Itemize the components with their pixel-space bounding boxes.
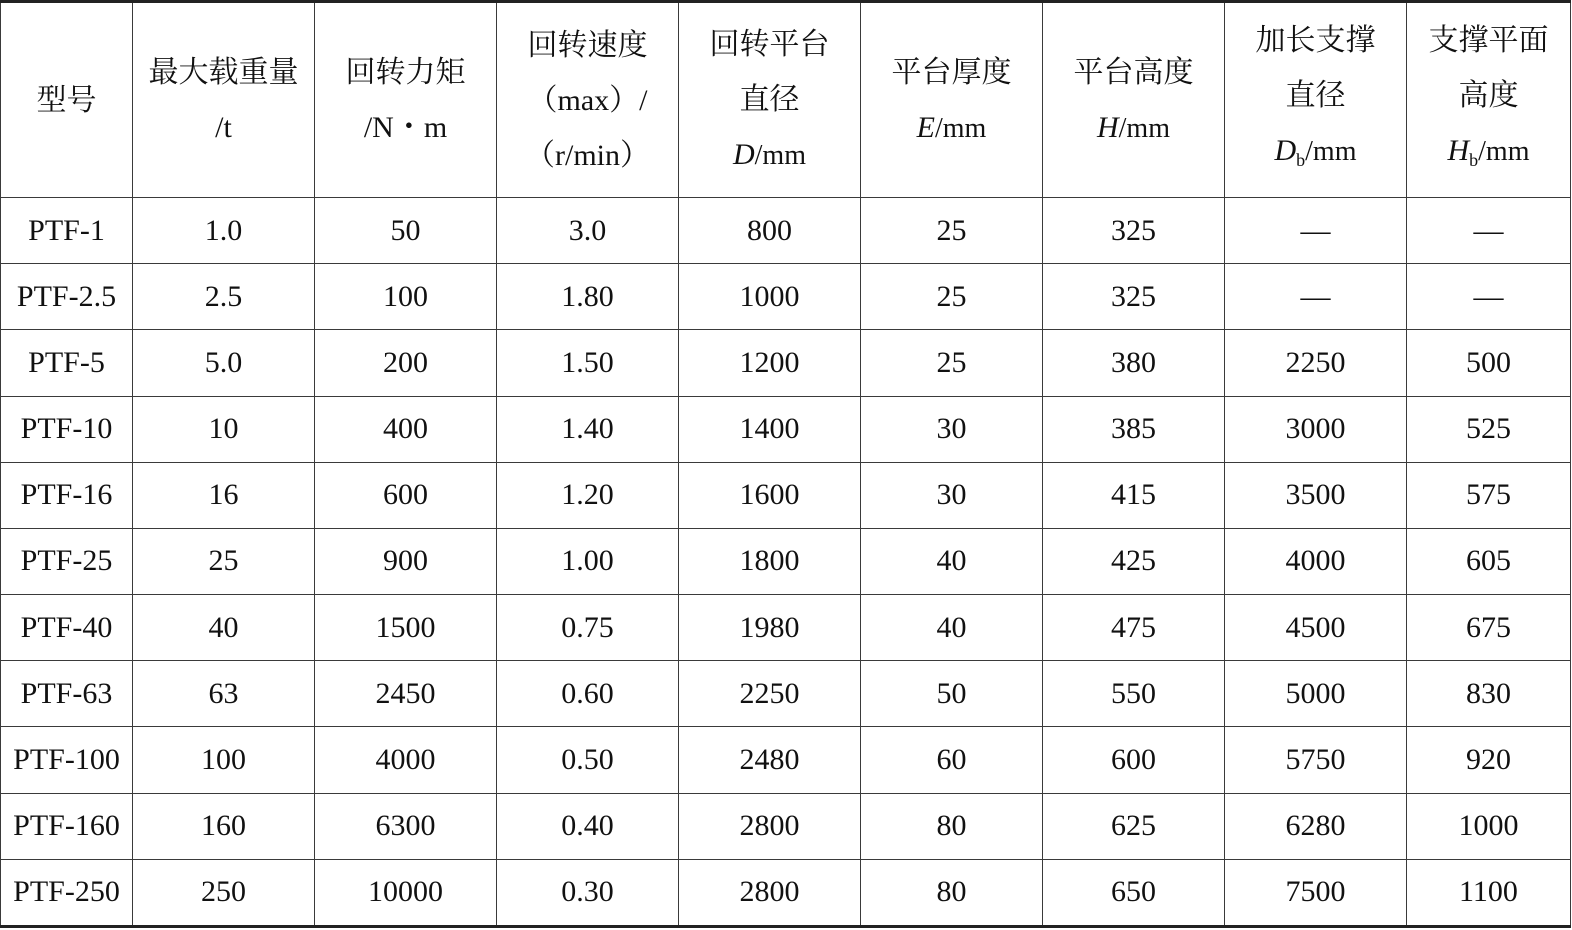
header-unit: /mm <box>1305 135 1357 167</box>
header-line: 加长支撑 <box>1255 23 1376 57</box>
table-cell: 5000 <box>1225 661 1407 727</box>
header-variable: D <box>732 138 755 171</box>
table-cell: 605 <box>1407 528 1571 594</box>
table-cell: 600 <box>315 462 497 528</box>
table-cell: 1400 <box>679 396 861 462</box>
table-cell: 325 <box>1043 264 1225 330</box>
header-platform-height <box>1043 2 1225 198</box>
header-line: 直径 <box>1285 78 1346 112</box>
header-line: 直径 <box>739 83 800 116</box>
table-cell: 80 <box>861 859 1043 926</box>
header-line: （r/min） <box>525 138 650 172</box>
model-cell: PTF-160 <box>1 793 133 859</box>
table-cell: 675 <box>1407 595 1571 661</box>
header-line: 回转力矩 <box>345 56 466 89</box>
table-cell: 100 <box>133 727 315 793</box>
table-cell: 25 <box>861 264 1043 330</box>
table-cell: 40 <box>133 595 315 661</box>
header-unit: /mm <box>1478 135 1530 167</box>
header-line <box>679 127 860 183</box>
table-row <box>1 595 1571 661</box>
model-cell: PTF-250 <box>1 859 133 926</box>
table-cell: 1.50 <box>497 330 679 396</box>
header-platform-diameter <box>679 2 861 198</box>
header-unit: /mm <box>934 112 987 144</box>
model-cell: PTF-5 <box>1 330 133 396</box>
header-line <box>1407 123 1570 188</box>
model-cell: PTF-63 <box>1 661 133 727</box>
table-cell: 325 <box>1043 198 1225 264</box>
header-model <box>1 2 133 198</box>
table-cell: 100 <box>315 264 497 330</box>
table-cell: 830 <box>1407 661 1571 727</box>
header-variable: H <box>1447 133 1470 167</box>
header-line: 平台高度 <box>1073 55 1194 89</box>
table-cell: 380 <box>1043 330 1225 396</box>
header-subscript: b <box>1296 149 1306 170</box>
table-cell: 40 <box>861 595 1043 661</box>
table-cell: 10000 <box>315 859 497 926</box>
table-cell: 385 <box>1043 396 1225 462</box>
table-cell: 800 <box>679 198 861 264</box>
table-row <box>1 727 1571 793</box>
header-line: 回转平台 <box>709 28 830 61</box>
model-cell: PTF-16 <box>1 462 133 528</box>
table-cell: 0.30 <box>497 859 679 926</box>
header-line: 高度 <box>1458 78 1519 112</box>
table-row <box>1 462 1571 528</box>
table-cell: — <box>1407 198 1571 264</box>
model-cell: PTF-2.5 <box>1 264 133 330</box>
header-max-load <box>133 2 315 198</box>
table-cell: 5750 <box>1225 727 1407 793</box>
table-cell: 415 <box>1043 462 1225 528</box>
table-cell: 3.0 <box>497 198 679 264</box>
table-cell: 4500 <box>1225 595 1407 661</box>
header-slewing-speed <box>497 2 679 198</box>
table-cell: 500 <box>1407 330 1571 396</box>
table-cell: 1200 <box>679 330 861 396</box>
table-cell: 50 <box>861 661 1043 727</box>
model-cell: PTF-40 <box>1 595 133 661</box>
header-line: /t <box>215 111 232 144</box>
table-row <box>1 793 1571 859</box>
header-unit: /mm <box>1118 112 1170 144</box>
header-unit: /mm <box>754 140 806 171</box>
table-row <box>1 528 1571 594</box>
header-extended-support-diameter <box>1225 2 1407 198</box>
table-cell: 60 <box>861 727 1043 793</box>
table-cell: 625 <box>1043 793 1225 859</box>
model-cell: PTF-25 <box>1 528 133 594</box>
model-cell: PTF-100 <box>1 727 133 793</box>
header-variable: H <box>1096 110 1119 144</box>
header-line: 支撑平面 <box>1428 23 1549 57</box>
table-row <box>1 264 1571 330</box>
table-cell: — <box>1407 264 1571 330</box>
table-cell: 525 <box>1407 396 1571 462</box>
header-line <box>861 100 1042 156</box>
table-cell: 160 <box>133 793 315 859</box>
table-cell: 900 <box>315 528 497 594</box>
table-cell: 16 <box>133 462 315 528</box>
model-cell: PTF-10 <box>1 396 133 462</box>
header-line: （max）/ <box>527 83 648 117</box>
table-cell: 63 <box>133 661 315 727</box>
table-cell: 1980 <box>679 595 861 661</box>
table-cell: 3500 <box>1225 462 1407 528</box>
table-cell: 50 <box>315 198 497 264</box>
table-row <box>1 859 1571 926</box>
table-cell: 30 <box>861 462 1043 528</box>
table-cell: 7500 <box>1225 859 1407 926</box>
table-cell: 6300 <box>315 793 497 859</box>
table-cell: 1.80 <box>497 264 679 330</box>
table-cell: 0.75 <box>497 595 679 661</box>
table-row <box>1 396 1571 462</box>
header-line: /N・m <box>363 111 448 144</box>
table-cell: 25 <box>861 198 1043 264</box>
table-body <box>1 198 1571 927</box>
table-cell: 40 <box>861 528 1043 594</box>
table-cell: 1800 <box>679 528 861 594</box>
table-cell: 6280 <box>1225 793 1407 859</box>
table-cell: 80 <box>861 793 1043 859</box>
table-cell: — <box>1225 264 1407 330</box>
table-cell: 600 <box>1043 727 1225 793</box>
header-variable: E <box>916 110 935 144</box>
table-cell: 4000 <box>1225 528 1407 594</box>
header-slewing-torque <box>315 2 497 198</box>
header-line: 回转速度 <box>527 28 648 62</box>
table-cell: 25 <box>133 528 315 594</box>
table-cell: 2800 <box>679 859 861 926</box>
header-platform-thickness <box>861 2 1043 198</box>
table-cell: 1.0 <box>133 198 315 264</box>
table-cell: 2250 <box>1225 330 1407 396</box>
table-cell: 575 <box>1407 462 1571 528</box>
table-cell: 200 <box>315 330 497 396</box>
header-line: 型号 <box>36 83 97 117</box>
table-cell: 1600 <box>679 462 861 528</box>
header-line <box>1225 123 1406 188</box>
table-cell: 4000 <box>315 727 497 793</box>
table-cell: 550 <box>1043 661 1225 727</box>
header-line <box>1043 100 1224 156</box>
table-cell: 2480 <box>679 727 861 793</box>
table-cell: 1000 <box>1407 793 1571 859</box>
table-cell: 1500 <box>315 595 497 661</box>
header-subscript: b <box>1469 149 1479 170</box>
table-cell: 0.50 <box>497 727 679 793</box>
header-row <box>1 2 1571 198</box>
header-support-plane-height <box>1407 2 1571 198</box>
table-cell: 3000 <box>1225 396 1407 462</box>
table-cell: 425 <box>1043 528 1225 594</box>
table-cell: 650 <box>1043 859 1225 926</box>
table-row <box>1 198 1571 264</box>
header-line: 平台厚度 <box>891 55 1012 89</box>
table-cell: 1.00 <box>497 528 679 594</box>
table-cell: 1.20 <box>497 462 679 528</box>
model-cell: PTF-1 <box>1 198 133 264</box>
table-cell: 2450 <box>315 661 497 727</box>
table-row <box>1 330 1571 396</box>
table-cell: 2250 <box>679 661 861 727</box>
table-cell: 475 <box>1043 595 1225 661</box>
table-cell: 2800 <box>679 793 861 859</box>
table-cell: 0.40 <box>497 793 679 859</box>
table-cell: 5.0 <box>133 330 315 396</box>
table-cell: 400 <box>315 396 497 462</box>
table-cell: 0.60 <box>497 661 679 727</box>
table-row <box>1 661 1571 727</box>
header-line: 最大载重量 <box>148 56 299 89</box>
table-cell: 2.5 <box>133 264 315 330</box>
table-cell: 250 <box>133 859 315 926</box>
table-cell: 10 <box>133 396 315 462</box>
table-cell: — <box>1225 198 1407 264</box>
table-cell: 25 <box>861 330 1043 396</box>
table-cell: 920 <box>1407 727 1571 793</box>
table-cell: 1100 <box>1407 859 1571 926</box>
header-variable: D <box>1274 133 1297 167</box>
table-cell: 30 <box>861 396 1043 462</box>
table-cell: 1000 <box>679 264 861 330</box>
table-cell: 1.40 <box>497 396 679 462</box>
